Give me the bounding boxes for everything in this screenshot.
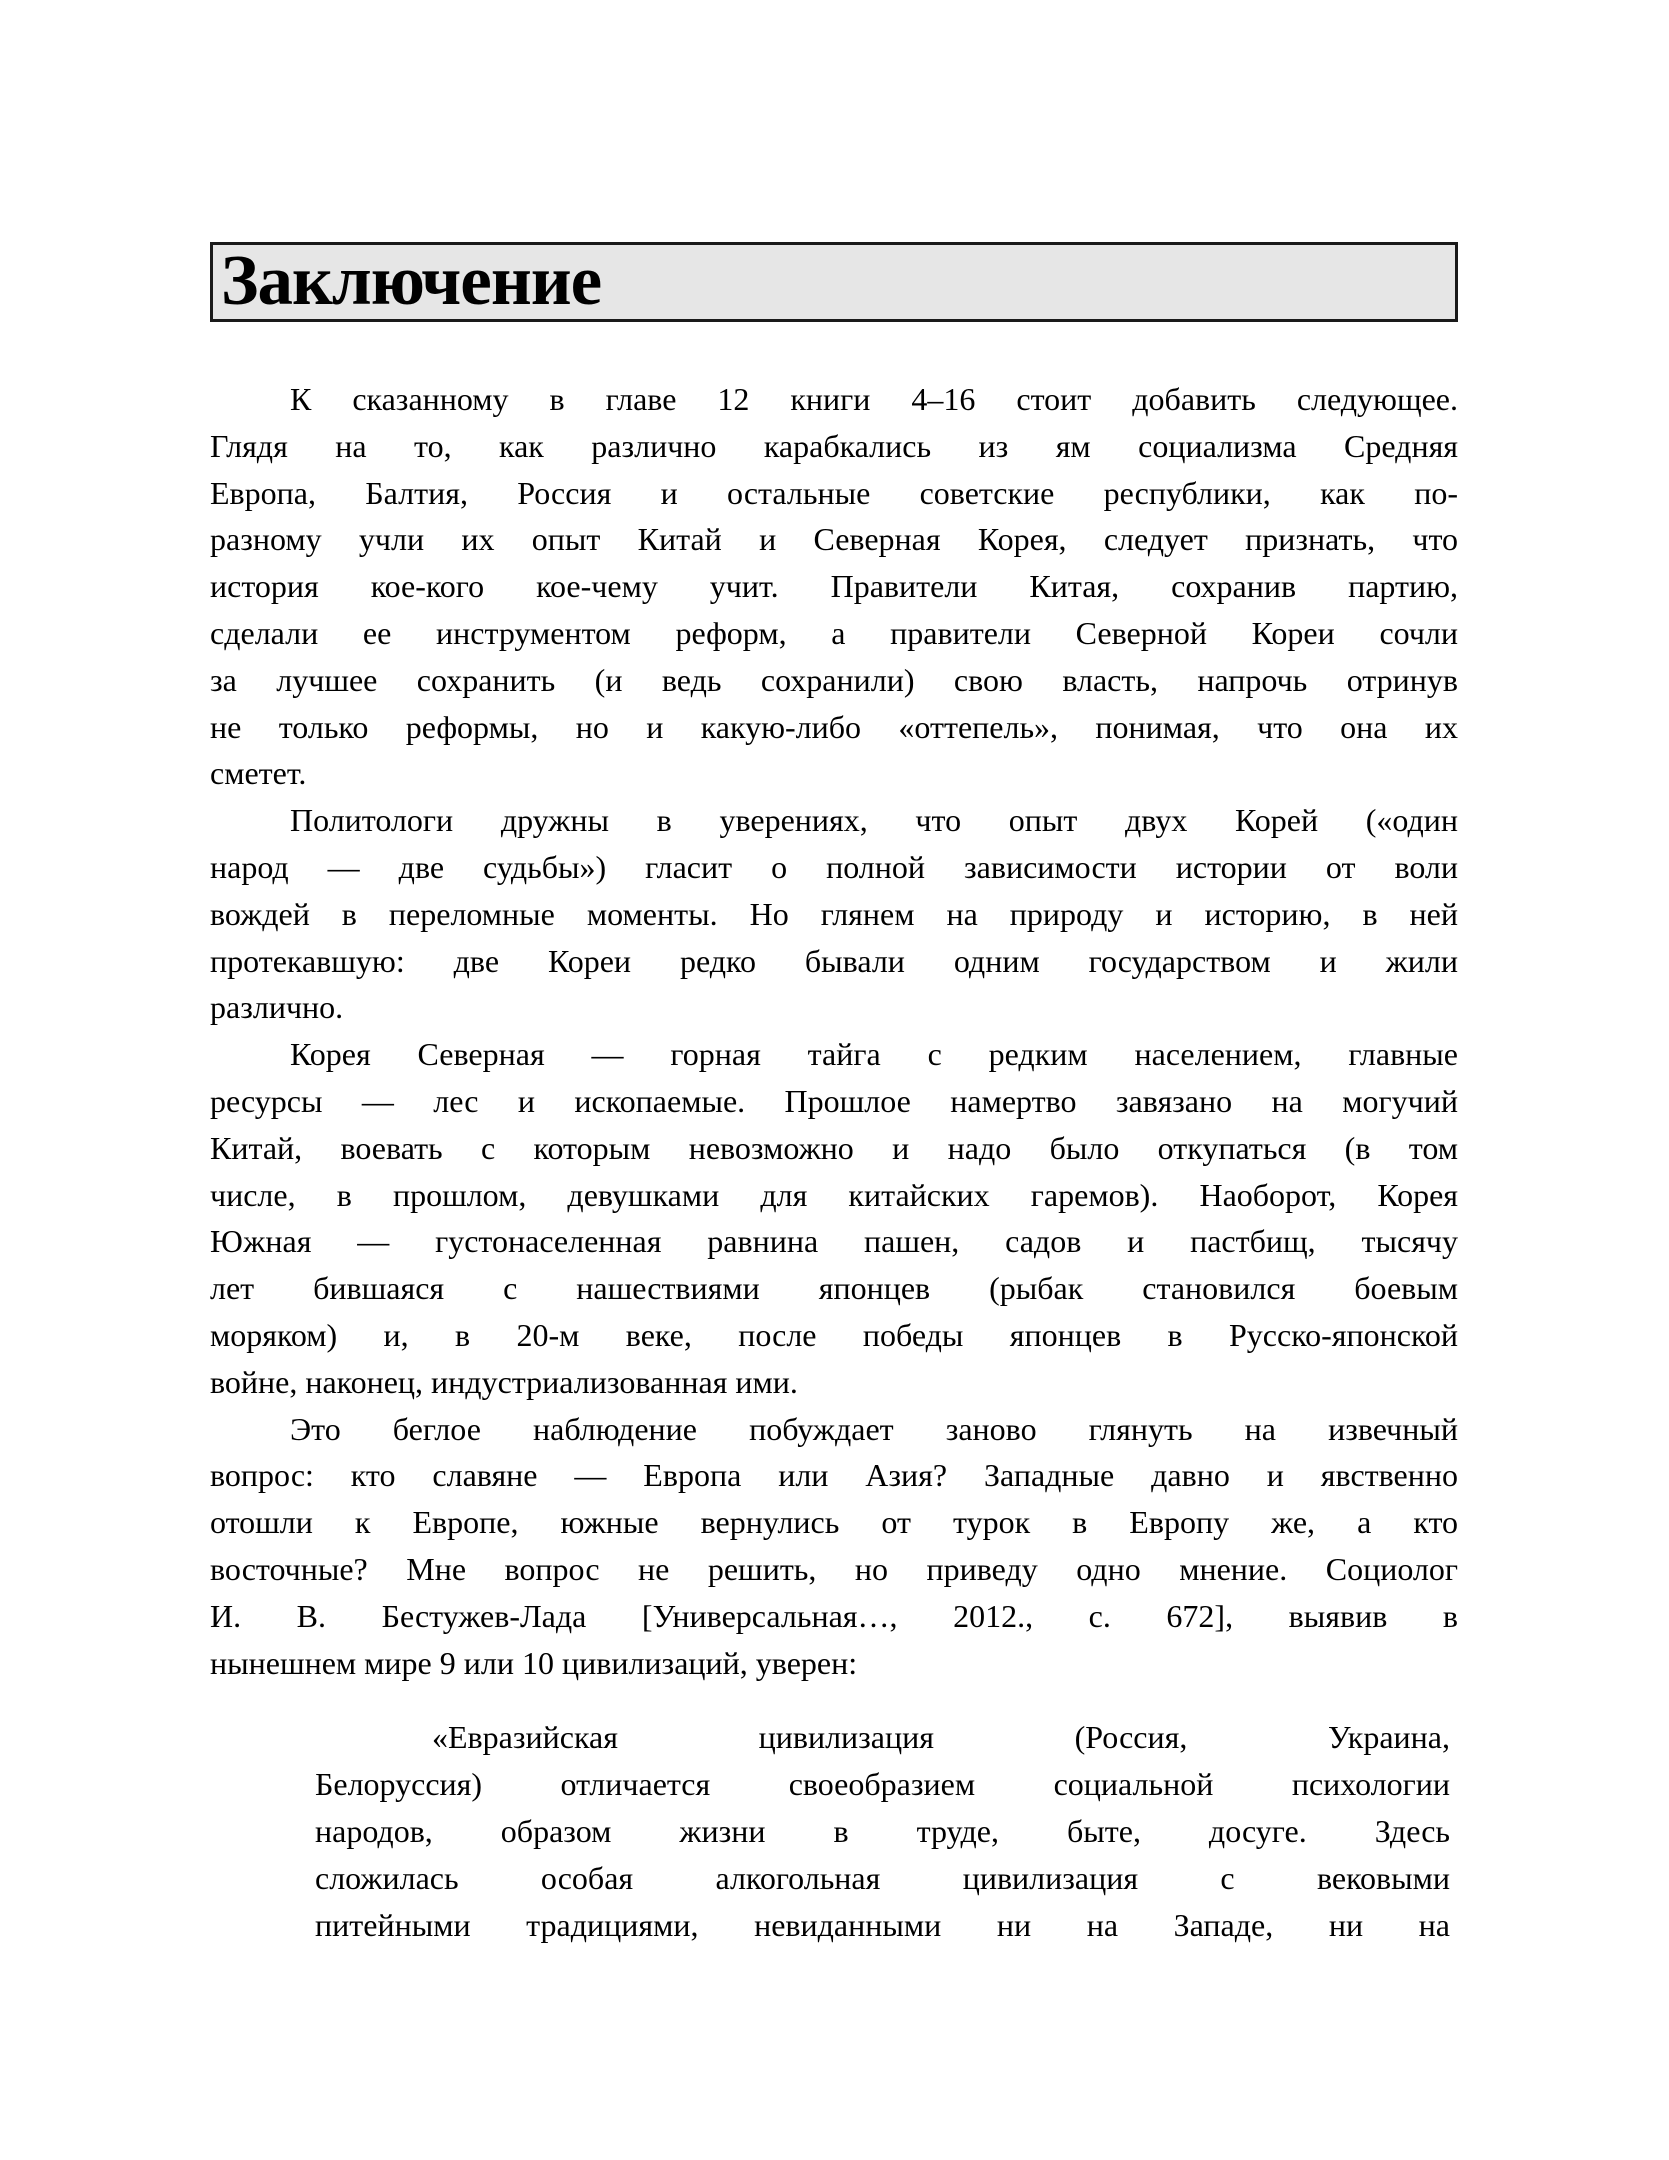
text-line: Китай, воевать с которым невозможно и надо было откупаться (в том <box>210 1129 1458 1166</box>
text-line: Европа, Балтия, Россия и остальные советские республики, как по- <box>210 474 1458 511</box>
text-line: восточные? Мне вопрос не решить, но приведу одно мнение. Социолог <box>210 1550 1458 1587</box>
text-line: ресурсы — лес и ископаемые. Прошлое намертво завязано на могучий <box>210 1082 1458 1119</box>
text-line: войне, наконец, индустриализованная ими. <box>210 1363 798 1400</box>
text-line: отошли к Европе, южные вернулись от турок в Европу же, а кто <box>210 1504 1458 1541</box>
chapter-heading-box <box>210 242 1458 322</box>
text-line: питейными традициями, невиданными ни на Западе, ни на <box>315 1906 1450 1943</box>
text-line: протекавшую: две Кореи редко бывали одним государством и жили <box>210 942 1458 979</box>
text-line: нынешнем мире 9 или 10 цивилизаций, уверен: <box>210 1644 858 1681</box>
text-line: вождей в переломные моменты. Но глянем на природу и историю, в ней <box>210 895 1458 932</box>
text-line: И. В. Бестужев-Лада [Универсальная…, 2012., с. 672], выявив в <box>210 1597 1458 1634</box>
text-line: за лучшее сохранить (и ведь сохранили) свою власть, напрочь отринув <box>210 661 1458 698</box>
text-line: числе, в прошлом, девушками для китайских гаремов). Наоборот, Корея <box>210 1176 1458 1213</box>
body-paragraph <box>210 1031 1458 1405</box>
text-line: сметет. <box>210 755 307 792</box>
text-line: не только реформы, но и какую-либо «оттепель», понимая, что она их <box>210 708 1458 745</box>
text-line: вопрос: кто славяне — Европа или Азия? Западные давно и явственно <box>210 1457 1458 1494</box>
chapter-title: Заключение <box>221 242 602 320</box>
body-paragraph <box>210 376 1458 797</box>
block-quote <box>315 1714 1450 1948</box>
text-line: Южная — густонаселенная равнина пашен, садов и пастбищ, тысячу <box>210 1223 1458 1260</box>
text-line: народ — две судьбы») гласит о полной зависимости истории от воли <box>210 848 1458 885</box>
text-line: лет бившаяся с нашествиями японцев (рыбак становился боевым <box>210 1270 1458 1307</box>
text-line: Политологи дружны в уверениях, что опыт двух Корей («один <box>290 802 1458 839</box>
text-line: сделали ее инструментом реформ, а правители Северной Кореи сочли <box>210 614 1458 651</box>
text-line: К сказанному в главе 12 книги 4–16 стоит добавить следующее. <box>290 381 1458 417</box>
body-paragraph <box>210 797 1458 1031</box>
text-line: Это беглое наблюдение побуждает заново глянуть на извечный <box>290 1410 1458 1447</box>
page-content <box>210 242 1458 1948</box>
text-line: разному учли их опыт Китай и Северная Корея, следует признать, что <box>210 521 1458 558</box>
text-line: «Евразийская цивилизация (Россия, Украина, <box>432 1719 1450 1756</box>
text-line: Белоруссия) отличается своеобразием социальной психологии <box>315 1766 1450 1803</box>
body-paragraph <box>210 1406 1458 1687</box>
text-line: моряком) и, в 20-м веке, после победы японцев в Русско-японской <box>210 1316 1458 1353</box>
text-line: Корея Северная — горная тайга с редким населением, главные <box>290 1036 1458 1073</box>
text-line: сложилась особая алкогольная цивилизация с вековыми <box>315 1859 1450 1896</box>
body-text-block <box>210 376 1458 1948</box>
text-line: народов, образом жизни в труде, быте, досуге. Здесь <box>315 1812 1450 1849</box>
text-line: история кое-кого кое-чему учит. Правители Китая, сохранив партию, <box>210 568 1458 605</box>
text-line: различно. <box>210 989 344 1026</box>
text-line: Глядя на то, как различно карабкались из ям социализма Средняя <box>210 427 1458 464</box>
